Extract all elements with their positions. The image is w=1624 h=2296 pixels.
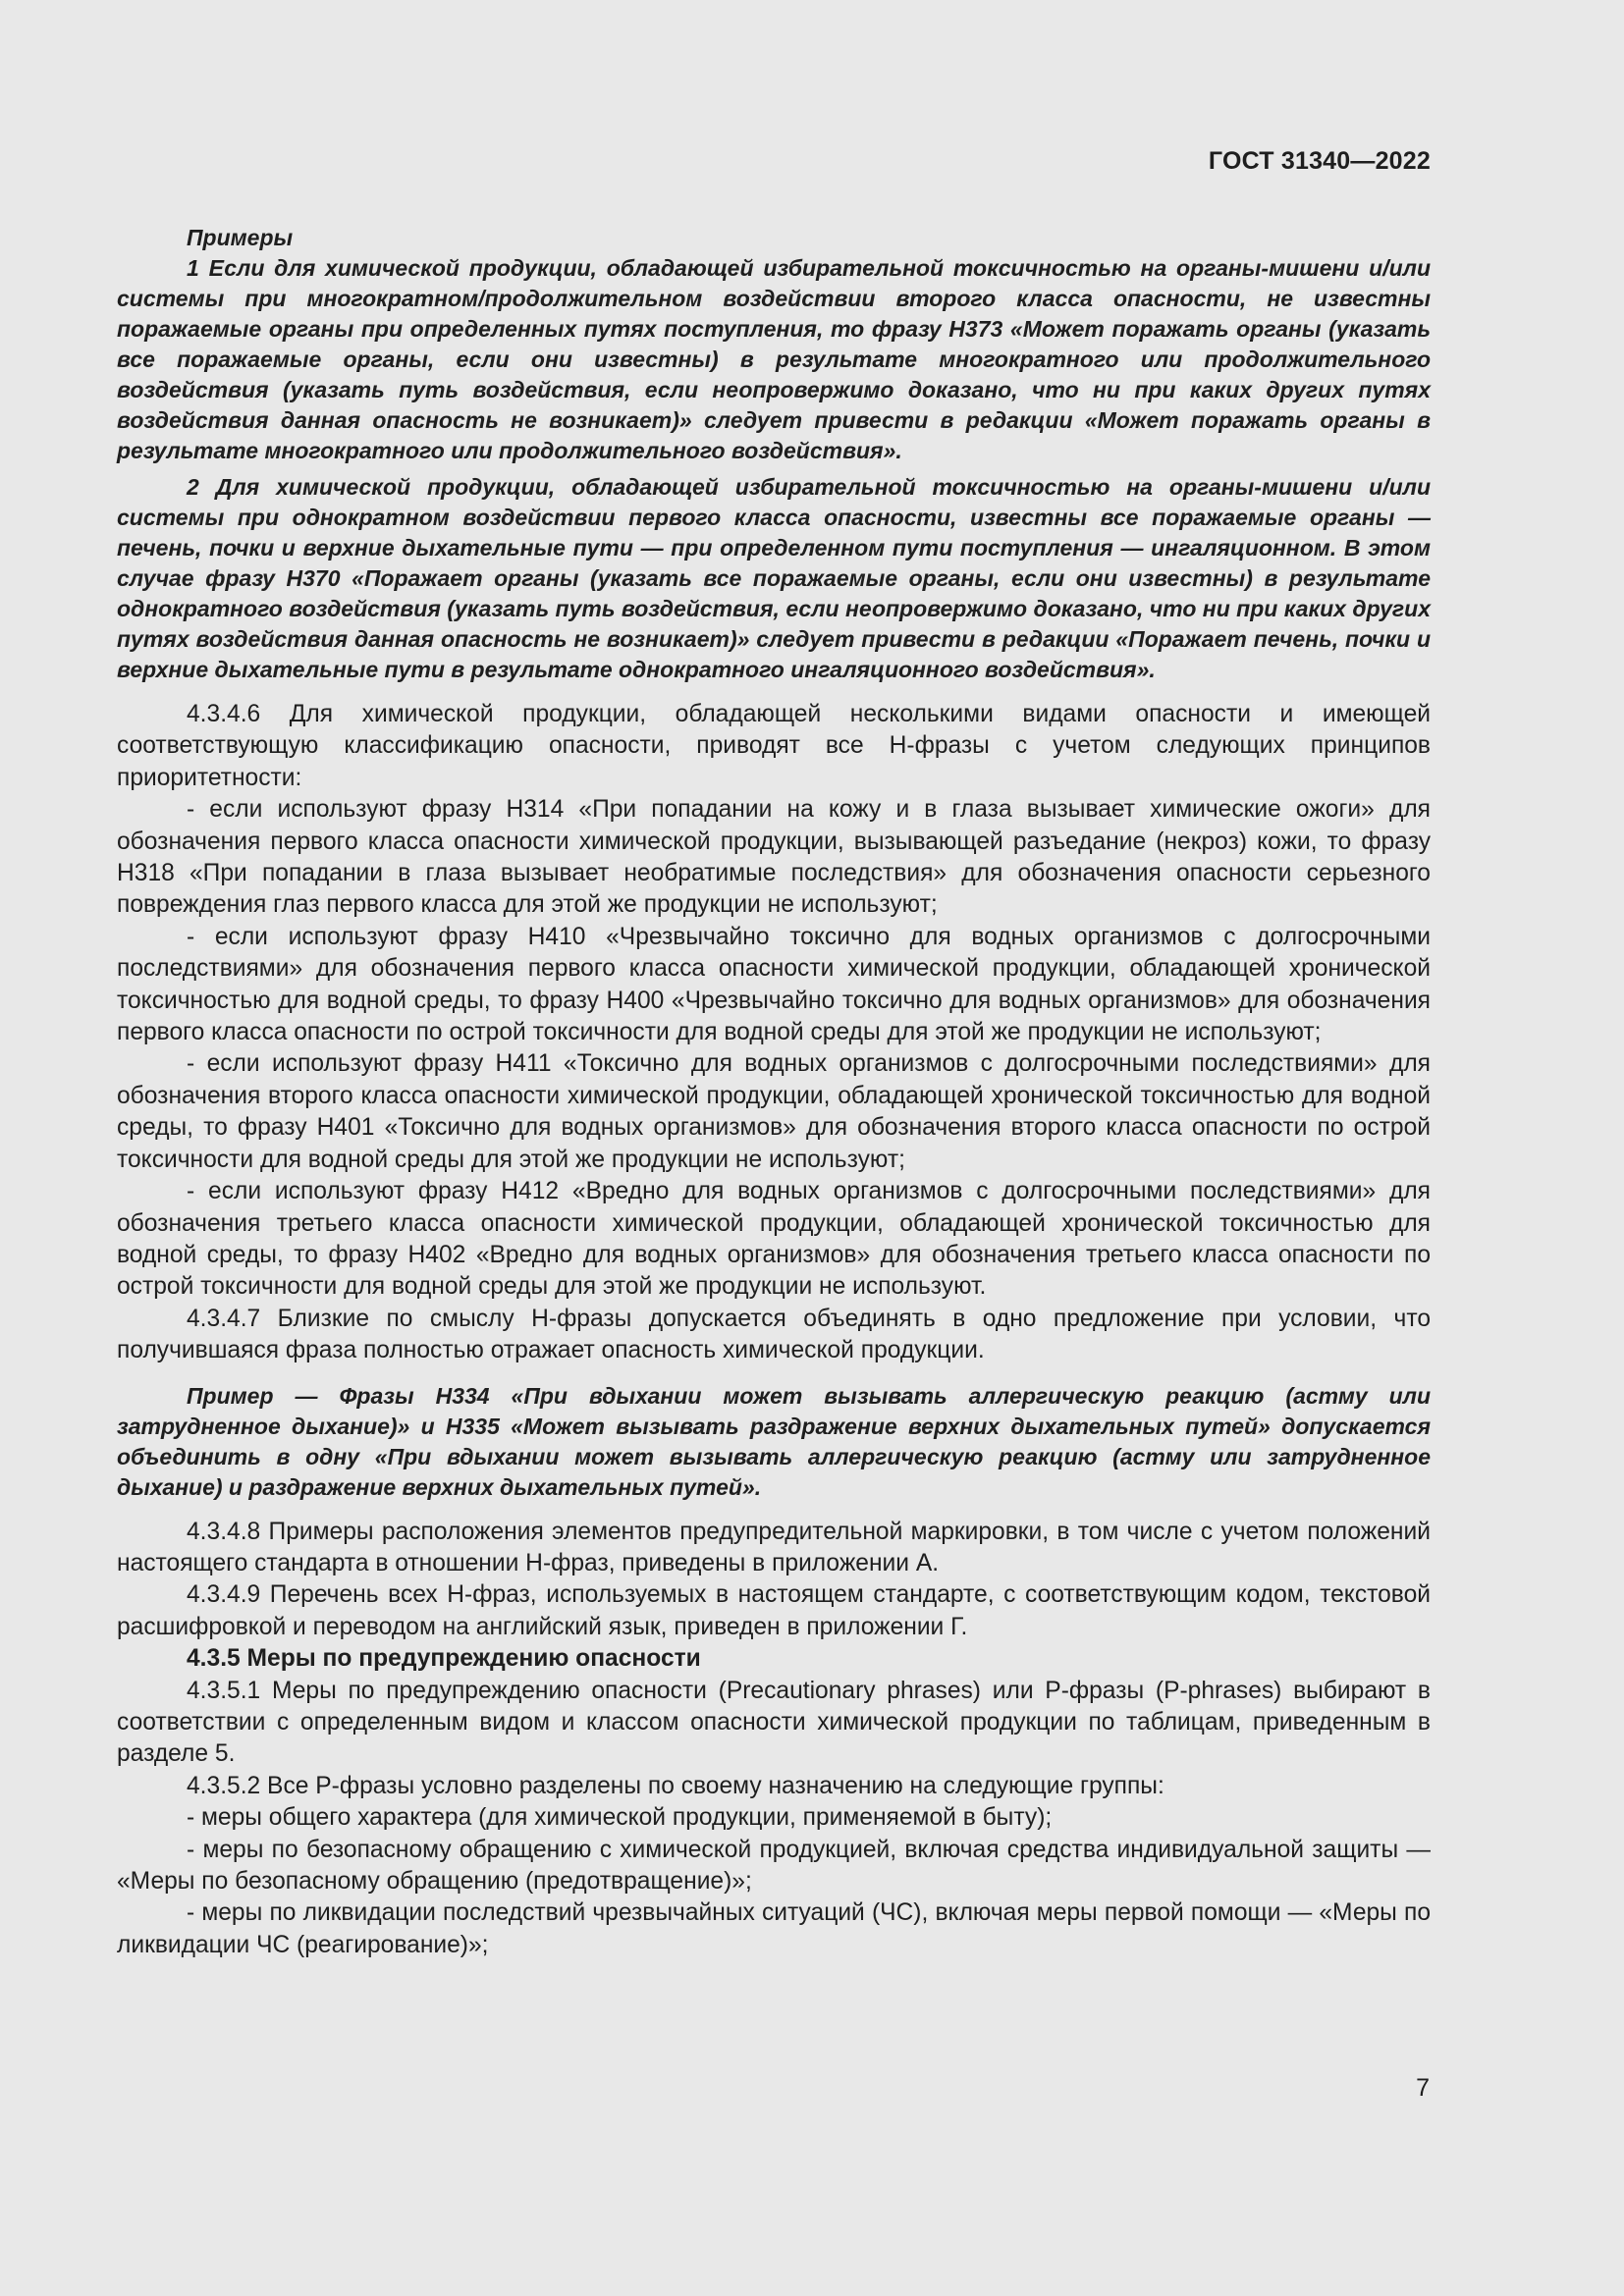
clause-4-3-4-9: 4.3.4.9 Перечень всех Н-фраз, используемых в настоящем стандарте, с соответствующим кодом, текстовой расшифровкой и переводом на английский язык, приведен в приложении Г. (117, 1581, 1431, 1640)
example-combined-phrases: Пример — Фразы Н334 «При вдыхании может вызывать аллергическую реакцию (астму или затрудненное дыхание)» и Н335 «Может вызывать раздражение верхних дыхательных путей» допускается объединить в одну «При вдыхании может вызывать аллергическую реакцию (астму или затрудненное дыхание) и раздражение верхних дыхательных путей». (117, 1382, 1431, 1500)
page-content (117, 223, 1431, 1961)
document-id-header: ГОСТ 31340—2022 (1208, 147, 1431, 175)
list-item: - если используют фразу Н410 «Чрезвычайно токсично для водных организмов с долгосрочными последствиями» для обозначения первого класса опасности химической продукции, обладающей хронической токсичностью для водной среды, то фразу Н400 «Чрезвычайно токсично для водных организмов» для обозначения первого класса опасности по острой токсичности для водной среды для этой же продукции не используют; (117, 923, 1431, 1046)
example-1: 1 Если для химической продукции, обладающей избирательной токсичностью на органы-мишени и/или системы при многократном/продолжительном воздействии второго класса опасности, не известны поражаемые органы при определенных путях поступления, то фразу Н373 «Может поражать органы (указать все поражаемые органы, если они известны) в результате многократного или продолжительного воздействия (указать путь воздействия, если неопровержимо доказано, что ни при каких других путях воздействия данная опасность не возникает)» следует привести в редакции «Может поражать органы в результате многократного или продолжительного воздействия». (117, 255, 1431, 463)
page-number: 7 (1416, 2074, 1430, 2102)
list-item: - если используют фразу Н412 «Вредно для водных организмов с долгосрочными последствиями» для обозначения третьего класса опасности химической продукции, обладающей хронической токсичностью для водной среды, то фразу Н402 «Вредно для водных организмов» для обозначения третьего класса опасности по острой токсичности для водной среды для этой же продукции не используют. (117, 1178, 1431, 1301)
section-heading-4-3-5: 4.3.5 Меры по предупреждению опасности (187, 1645, 701, 1673)
examples-title: Примеры (187, 225, 294, 250)
list-item: - если используют фразу Н411 «Токсично для водных организмов с долгосрочными последствиями» для обозначения второго класса опасности химической продукции, обладающей хронической токсичностью для водной среды, то фразу Н401 «Токсично для водных организмов» для обозначения второго класса опасности по острой токсичности для водной среды для этой же продукции не используют; (117, 1050, 1431, 1173)
example-2: 2 Для химической продукции, обладающей избирательной токсичностью на органы-мишени и/или системы при однократном воздействии первого класса опасности, известны все поражаемые органы — печень, почки и верхние дыхательные пути — при определенном пути поступления — ингаляционном. В этом случае фразу Н370 «Поражает органы (указать все поражаемые органы, если они известны) в результате однократного воздействия (указать путь воздействия, если неопровержимо доказано, что ни при каких других путях воздействия данная опасность не возникает)» следует привести в редакции «Поражает печень, почки и верхние дыхательные пути в результате однократного ингаляционного воздействия». (117, 474, 1431, 682)
clause-4-3-5-2: 4.3.5.2 Все Р-фразы условно разделены по своему назначению на следующие группы: (187, 1772, 1164, 1799)
clause-4-3-4-6: 4.3.4.6 Для химической продукции, обладающей несколькими видами опасности и имеющей соответствующую классификацию опасности, приводят все Н-фразы с учетом следующих принципов приоритетности: (117, 701, 1431, 791)
clause-4-3-4-8: 4.3.4.8 Примеры расположения элементов предупредительной маркировки, в том числе с учетом положений настоящего стандарта в отношении Н-фраз, приведены в приложении А. (117, 1518, 1431, 1576)
clause-4-3-4-7: 4.3.4.7 Близкие по смыслу Н-фразы допускается объединять в одно предложение при условии, что получившаяся фраза полностью отражает опасность химической продукции. (117, 1305, 1431, 1364)
list-item: - меры по безопасному обращению с химической продукцией, включая средства индивидуальной защиты — «Меры по безопасному обращению (предотвращение)»; (117, 1836, 1431, 1895)
list-item: - меры общего характера (для химической продукции, применяемой в быту); (187, 1804, 1053, 1832)
list-item: - если используют фразу Н314 «При попадании на кожу и в глаза вызывает химические ожоги» для обозначения первого класса опасности химической продукции, вызывающей разъедание (некроз) кожи, то фразу Н318 «При попадании в глаза вызывает необратимые последствия» для обозначения опасности серьезного повреждения глаз первого класса для этой же продукции не используют; (117, 796, 1431, 919)
list-item: - меры по ликвидации последствий чрезвычайных ситуаций (ЧС), включая меры первой помощи — «Меры по ликвидации ЧС (реагирование)»; (117, 1899, 1431, 1958)
clause-4-3-5-1: 4.3.5.1 Меры по предупреждению опасности (Precautionary phrases) или Р-фразы (P-phrases) выбирают в соответствии с определенным видом и классом опасности химической продукции по таблицам, приведенным в разделе 5. (117, 1677, 1431, 1768)
